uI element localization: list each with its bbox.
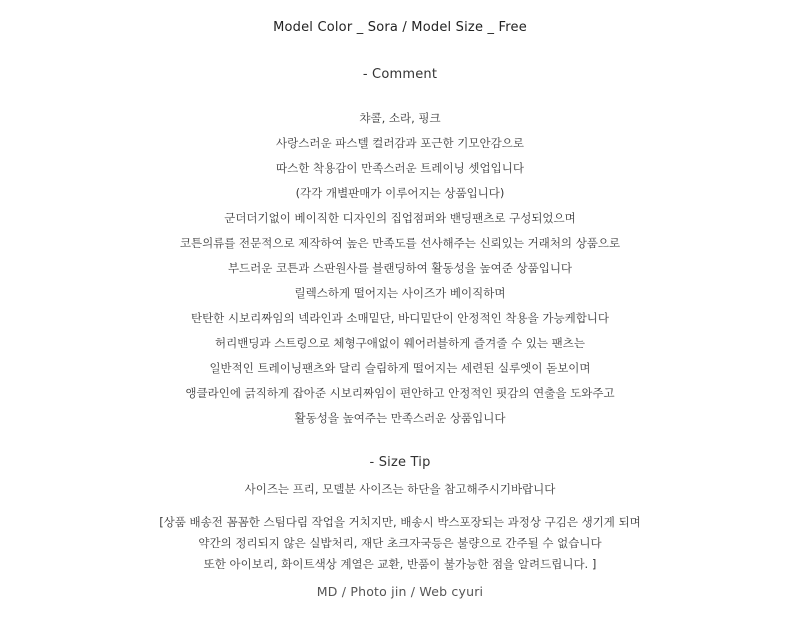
- comment-heading: - Comment: [362, 67, 438, 82]
- comment-line: 릴렉스하게 떨어지는 사이즈가 베이직하며: [294, 286, 506, 300]
- notice-line: [상품 배송전 꼼꼼한 스팀다림 작업을 거치지만, 배송시 박스포장되는 과정상 구김은 생기게 되며: [159, 515, 641, 529]
- comment-line: 앵클라인에 긁직하게 잡아준 시보리짜임이 편안하고 안정적인 핏감의 연출을 도와주고: [185, 386, 615, 400]
- comment-line: (각각 개별판매가 이루어지는 상품입니다): [295, 186, 505, 200]
- model-info: Model Color _ Sora / Model Size _ Free: [273, 20, 527, 35]
- notice-line: 약간의 정리되지 않은 실밥처리, 재단 초크자국등은 불량으로 간주될 수 없습니다: [198, 536, 602, 550]
- size-tip-text: 사이즈는 프리, 모델분 사이즈는 하단을 참고해주시기바랍니다: [244, 482, 556, 496]
- size-tip-heading: - Size Tip: [369, 455, 431, 470]
- shipping-notice: [0, 512, 800, 575]
- comment-line: 군더더기없이 베이직한 디자인의 집업점퍼와 밴딩팬츠로 구성되었으며: [224, 211, 576, 225]
- notice-line: 또한 아이보리, 화이트색상 계열은 교환, 반품이 불가능한 점을 알려드립니다. ]: [203, 557, 597, 571]
- credits: MD / Photo jin / Web cyuri: [316, 584, 484, 599]
- comment-line: 일반적인 트레이닝팬츠와 달리 슬림하게 떨어지는 세련된 실루엣이 돋보이며: [209, 361, 591, 375]
- comment-line: 사랑스러운 파스텔 컬러감과 포근한 기모안감으로: [276, 136, 524, 150]
- comment-line: 코튼의류를 전문적으로 제작하여 높은 만족도를 선사해주는 신뢰있는 거래처의 상품으로: [179, 236, 621, 250]
- comment-text: [0, 106, 800, 431]
- comment-line: 부드러운 코튼과 스판원사를 블랜딩하여 활동성을 높여준 상품입니다: [227, 261, 573, 275]
- comment-line: 따스한 착용감이 만족스러운 트레이닝 셋업입니다: [276, 161, 524, 175]
- comment-line: 탄탄한 시보리짜임의 넥라인과 소매밑단, 바디밑단이 안정적인 착용을 가능케합니다: [190, 311, 610, 325]
- comment-line: 챠콜, 소라, 핑크: [359, 111, 441, 125]
- comment-line: 활동성을 높여주는 만족스러운 상품입니다: [294, 411, 506, 425]
- comment-line: 허리밴딩과 스트링으로 체형구애없이 웨어러블하게 즐겨줄 수 있는 팬츠는: [215, 336, 585, 350]
